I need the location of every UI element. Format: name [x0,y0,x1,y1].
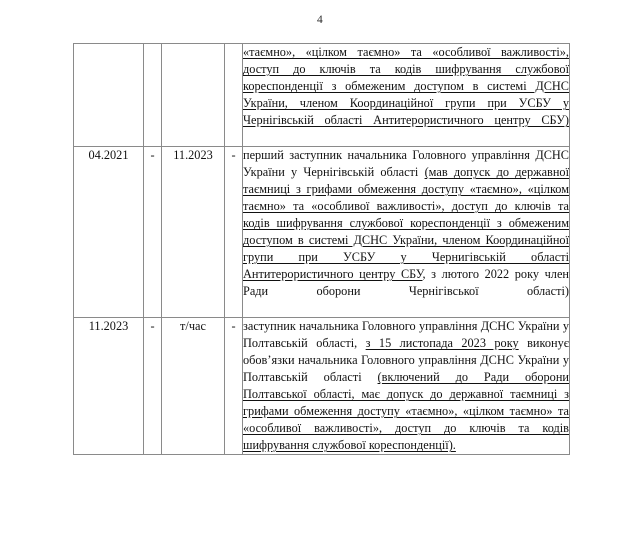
plain-text: , з лютого 2022 року член Ради оборони Чернігівської області) [243,267,569,298]
description-paragraph [243,318,569,454]
cell-period-to [162,44,225,147]
plain-text: заступник начальника Головного управління ДСНС України у Полтавській області, [243,319,569,350]
description-paragraph [243,147,569,317]
cell-period-from [74,44,144,147]
underlined-text: «таємно», «цілком таємно» та «особливої важливості», доступ до ключів та кодів шифрування службової кореспонденції з обмеженим доступом в системі ДСНС України, членом Координаційної групи при УСБУ у Чернігівській області Антитерористичного центру СБУ) [243,45,569,127]
cell-period-to: т/час [162,318,225,455]
cell-description [243,44,570,147]
plain-text: виконує обов’язки начальника Головного управління ДСНС України у Полтавській області [243,336,569,384]
cell-dash-left: - [144,147,162,318]
cell-description [243,147,570,318]
table-row [74,318,570,455]
cell-dash-right: - [225,147,243,318]
cell-period-from: 04.2021 [74,147,144,318]
service-record-table [73,43,570,455]
cell-dash-right: - [225,318,243,455]
cell-description [243,318,570,455]
cell-period-from: 11.2023 [74,318,144,455]
underlined-text: з 15 листопада 2023 року [365,336,519,350]
table-body [74,44,570,455]
underlined-text: (включений до Ради оборони Полтавської області, має допуск до державної таємниці з грифами обмеження доступу «таємно», «цілком таємно» та «особливої важливості», доступ до ключів та кодів шифрування службової кореспонденції). [243,370,569,452]
underlined-text: (мав допуск до державної таємниці з грифами обмеження доступу «таємно», «цілком таємно» та «особливої важливості», доступ до ключів та кодів шифрування службової кореспонденції з обмеженим доступом в системі ДСНС України, членом Координаційної групи при УСБУ у Чернигівській області Антитерористичного центру СБУ [243,165,569,281]
plain-text: перший заступник начальника Головного управління ДСНС України у Чернігівській області [243,148,569,179]
page-number: 4 [317,14,323,26]
cell-dash-right [225,44,243,147]
table-row [74,44,570,147]
table-row [74,147,570,318]
cell-period-to: 11.2023 [162,147,225,318]
cell-dash-left [144,44,162,147]
description-paragraph [243,44,569,146]
cell-dash-left: - [144,318,162,455]
